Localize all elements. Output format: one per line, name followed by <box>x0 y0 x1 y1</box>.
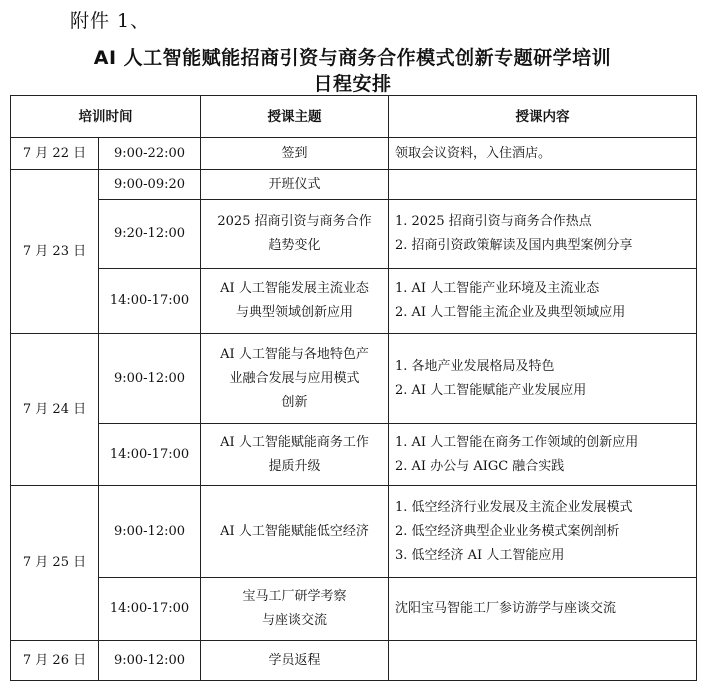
content-cell <box>389 334 697 424</box>
header-topic: 授课主题 <box>201 96 389 138</box>
content-line: 3. 低空经济 AI 人工智能应用 <box>395 547 565 563</box>
topic-line: AI 人工智能赋能商务工作 <box>220 434 369 450</box>
content-cell <box>389 486 697 578</box>
topic-line: 2025 招商引资与商务合作 <box>217 214 372 229</box>
topic-cell <box>201 424 389 486</box>
content-line: 2. AI 人工智能赋能产业发展应用 <box>395 382 587 398</box>
table-row <box>11 200 697 269</box>
content-cell-empty <box>389 170 697 200</box>
topic-line: AI 人工智能与各地特色产 <box>220 346 369 362</box>
table-row <box>11 269 697 334</box>
topic-line: 与典型领域创新应用 <box>235 305 353 320</box>
content-cell <box>389 424 697 486</box>
topic-cell <box>201 486 389 578</box>
content-cell <box>389 200 697 269</box>
table-row <box>11 334 697 424</box>
topic-cell <box>201 170 389 200</box>
time-cell: 9:00-09:20 <box>99 170 201 200</box>
content-line: 2. 招商引资政策解读及国内典型案例分享 <box>395 238 633 253</box>
content-line: 领取会议资料，入住酒店。 <box>395 145 552 161</box>
content-line: 1. 2025 招商引资与商务合作热点 <box>395 214 592 229</box>
topic-cell <box>201 138 389 170</box>
content-cell <box>389 138 697 170</box>
topic-cell <box>201 578 389 641</box>
time-cell: 9:00-12:00 <box>99 486 201 578</box>
page-title: AI 人工智能赋能招商引资与商务合作模式创新专题研学培训 <box>93 47 612 69</box>
schedule-table <box>10 95 697 681</box>
date-cell: 7 月 23 日 <box>11 170 99 334</box>
content-cell <box>389 269 697 334</box>
date-cell: 7 月 24 日 <box>11 334 99 486</box>
topic-line: AI 人工智能赋能低空经济 <box>220 523 369 539</box>
time-cell: 9:20-12:00 <box>99 200 201 269</box>
table-row <box>11 138 697 170</box>
header-content: 授课内容 <box>389 96 697 138</box>
table-row <box>11 170 697 200</box>
content-line: 1. AI 人工智能在商务工作领域的创新应用 <box>395 434 639 450</box>
table-row <box>11 486 697 578</box>
time-cell: 9:00-12:00 <box>99 334 201 424</box>
time-cell: 9:00-22:00 <box>99 138 201 170</box>
time-cell: 14:00-17:00 <box>99 578 201 641</box>
page-subtitle: 日程安排 <box>313 73 392 95</box>
topic-cell <box>201 334 389 424</box>
header-time: 培训时间 <box>11 96 201 138</box>
attachment-label: 附件 1、 <box>70 10 151 32</box>
date-cell: 7 月 26 日 <box>11 641 99 681</box>
topic-line: 与座谈交流 <box>261 613 327 628</box>
topic-line: 提质升级 <box>268 458 321 474</box>
content-cell <box>389 578 697 641</box>
topic-line: 趋势变化 <box>268 238 321 253</box>
content-line: 2. AI 办公与 AIGC 融合实践 <box>395 458 565 474</box>
content-line: 1. 各地产业发展格局及特色 <box>395 358 555 374</box>
date-cell: 7 月 25 日 <box>11 486 99 641</box>
content-line: 1. AI 人工智能产业环境及主流业态 <box>395 281 600 296</box>
topic-line: 开班仪式 <box>268 176 321 192</box>
time-cell: 14:00-17:00 <box>99 269 201 334</box>
table-row <box>11 424 697 486</box>
content-cell-empty <box>389 641 697 681</box>
content-line: 1. 低空经济行业发展及主流企业发展模式 <box>395 499 633 515</box>
time-cell: 14:00-17:00 <box>99 424 201 486</box>
content-line: 2. 低空经济典型企业业务模式案例剖析 <box>395 523 620 539</box>
time-cell: 9:00-12:00 <box>99 641 201 681</box>
content-line: 沈阳宝马智能工厂参访游学与座谈交流 <box>395 601 617 616</box>
topic-line: 业融合发展与应用模式 <box>229 370 360 386</box>
content-line: 2. AI 人工智能主流企业及典型领域应用 <box>395 305 626 320</box>
topic-line: 创新 <box>281 394 308 410</box>
date-cell: 7 月 22 日 <box>11 138 99 170</box>
topic-line: AI 人工智能发展主流业态 <box>220 281 369 296</box>
topic-cell <box>201 269 389 334</box>
topic-cell <box>201 641 389 681</box>
table-row <box>11 641 697 681</box>
topic-line: 学员返程 <box>268 652 321 668</box>
table-row <box>11 578 697 641</box>
table-header-row <box>11 96 697 138</box>
topic-cell <box>201 200 389 269</box>
topic-line: 宝马工厂研学考察 <box>242 589 347 604</box>
topic-line: 签到 <box>281 145 308 161</box>
